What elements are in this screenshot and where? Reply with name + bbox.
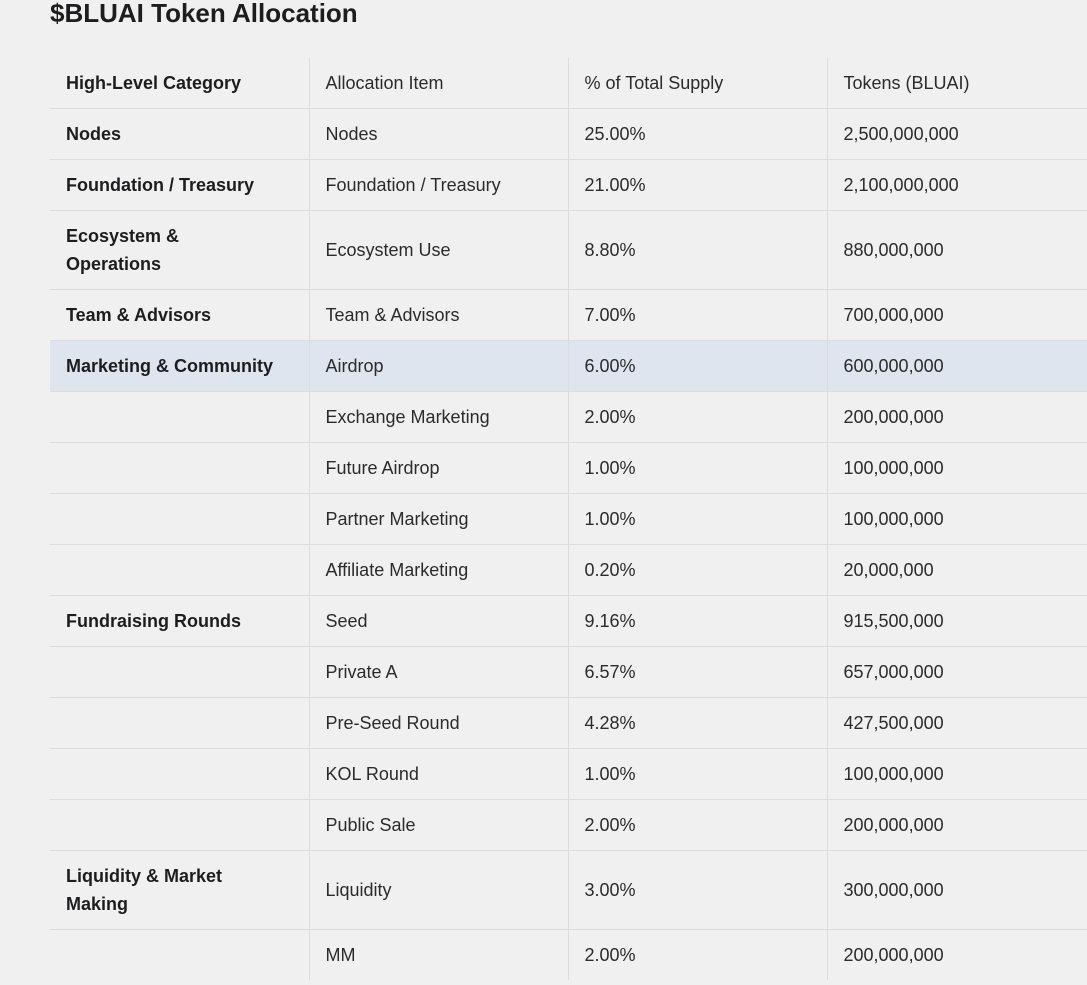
percent-cell: 1.00% bbox=[568, 749, 827, 800]
category-cell bbox=[50, 800, 309, 851]
table-row bbox=[50, 109, 1087, 160]
tokens-cell: 200,000,000 bbox=[827, 930, 1087, 981]
tokens-cell: 657,000,000 bbox=[827, 647, 1087, 698]
item-cell: Seed bbox=[309, 596, 568, 647]
table-row bbox=[50, 160, 1087, 211]
table-row-highlighted bbox=[50, 341, 1087, 392]
category-cell bbox=[50, 698, 309, 749]
item-cell: Nodes bbox=[309, 109, 568, 160]
item-cell: Ecosystem Use bbox=[309, 211, 568, 290]
category-cell: Team & Advisors bbox=[50, 290, 309, 341]
tokens-cell: 100,000,000 bbox=[827, 443, 1087, 494]
page-title: $BLUAI Token Allocation bbox=[50, 0, 358, 28]
item-cell: Liquidity bbox=[309, 851, 568, 930]
category-cell: Ecosystem & Operations bbox=[50, 211, 309, 290]
tokens-cell: 200,000,000 bbox=[827, 392, 1087, 443]
category-cell: Nodes bbox=[50, 109, 309, 160]
tokens-cell: 100,000,000 bbox=[827, 749, 1087, 800]
table-row bbox=[50, 596, 1087, 647]
percent-cell: 1.00% bbox=[568, 443, 827, 494]
item-cell: KOL Round bbox=[309, 749, 568, 800]
percent-cell: 2.00% bbox=[568, 800, 827, 851]
percent-cell: 6.57% bbox=[568, 647, 827, 698]
table-header-row bbox=[50, 58, 1087, 109]
tokens-cell: 2,500,000,000 bbox=[827, 109, 1087, 160]
table-row bbox=[50, 443, 1087, 494]
percent-cell: 8.80% bbox=[568, 211, 827, 290]
percent-cell: 0.20% bbox=[568, 545, 827, 596]
percent-cell: 6.00% bbox=[568, 341, 827, 392]
category-cell: Fundraising Rounds bbox=[50, 596, 309, 647]
tokens-cell: 100,000,000 bbox=[827, 494, 1087, 545]
tokens-cell: 700,000,000 bbox=[827, 290, 1087, 341]
percent-cell: 21.00% bbox=[568, 160, 827, 211]
item-cell: Team & Advisors bbox=[309, 290, 568, 341]
category-cell: Marketing & Community bbox=[50, 341, 309, 392]
item-cell: Foundation / Treasury bbox=[309, 160, 568, 211]
header-percent-of-supply: % of Total Supply bbox=[568, 58, 827, 109]
category-cell bbox=[50, 749, 309, 800]
category-cell: Liquidity & Market Making bbox=[50, 851, 309, 930]
tokens-cell: 200,000,000 bbox=[827, 800, 1087, 851]
table-row bbox=[50, 698, 1087, 749]
category-cell bbox=[50, 443, 309, 494]
percent-cell: 3.00% bbox=[568, 851, 827, 930]
item-cell: Affiliate Marketing bbox=[309, 545, 568, 596]
tokens-cell: 600,000,000 bbox=[827, 341, 1087, 392]
item-cell: Private A bbox=[309, 647, 568, 698]
category-cell bbox=[50, 494, 309, 545]
item-cell: Future Airdrop bbox=[309, 443, 568, 494]
percent-cell: 7.00% bbox=[568, 290, 827, 341]
tokens-cell: 915,500,000 bbox=[827, 596, 1087, 647]
tokens-cell: 880,000,000 bbox=[827, 211, 1087, 290]
category-cell bbox=[50, 930, 309, 981]
category-cell bbox=[50, 392, 309, 443]
item-cell: Airdrop bbox=[309, 341, 568, 392]
category-cell: Foundation / Treasury bbox=[50, 160, 309, 211]
table-row bbox=[50, 800, 1087, 851]
percent-cell: 9.16% bbox=[568, 596, 827, 647]
header-tokens: Tokens (BLUAI) bbox=[827, 58, 1087, 109]
item-cell: Pre-Seed Round bbox=[309, 698, 568, 749]
table-row bbox=[50, 392, 1087, 443]
header-high-level-category: High-Level Category bbox=[50, 58, 309, 109]
table-row bbox=[50, 494, 1087, 545]
item-cell: Exchange Marketing bbox=[309, 392, 568, 443]
table-row bbox=[50, 749, 1087, 800]
percent-cell: 1.00% bbox=[568, 494, 827, 545]
table-row bbox=[50, 211, 1087, 290]
table-row bbox=[50, 851, 1087, 930]
table-row bbox=[50, 290, 1087, 341]
item-cell: Public Sale bbox=[309, 800, 568, 851]
percent-cell: 2.00% bbox=[568, 930, 827, 981]
tokens-cell: 427,500,000 bbox=[827, 698, 1087, 749]
table-row bbox=[50, 545, 1087, 596]
percent-cell: 2.00% bbox=[568, 392, 827, 443]
tokens-cell: 2,100,000,000 bbox=[827, 160, 1087, 211]
item-cell: Partner Marketing bbox=[309, 494, 568, 545]
category-cell bbox=[50, 647, 309, 698]
allocation-table bbox=[50, 58, 1087, 980]
header-allocation-item: Allocation Item bbox=[309, 58, 568, 109]
item-cell: MM bbox=[309, 930, 568, 981]
table-row bbox=[50, 930, 1087, 981]
tokens-cell: 20,000,000 bbox=[827, 545, 1087, 596]
tokens-cell: 300,000,000 bbox=[827, 851, 1087, 930]
table-row bbox=[50, 647, 1087, 698]
percent-cell: 25.00% bbox=[568, 109, 827, 160]
percent-cell: 4.28% bbox=[568, 698, 827, 749]
category-cell bbox=[50, 545, 309, 596]
